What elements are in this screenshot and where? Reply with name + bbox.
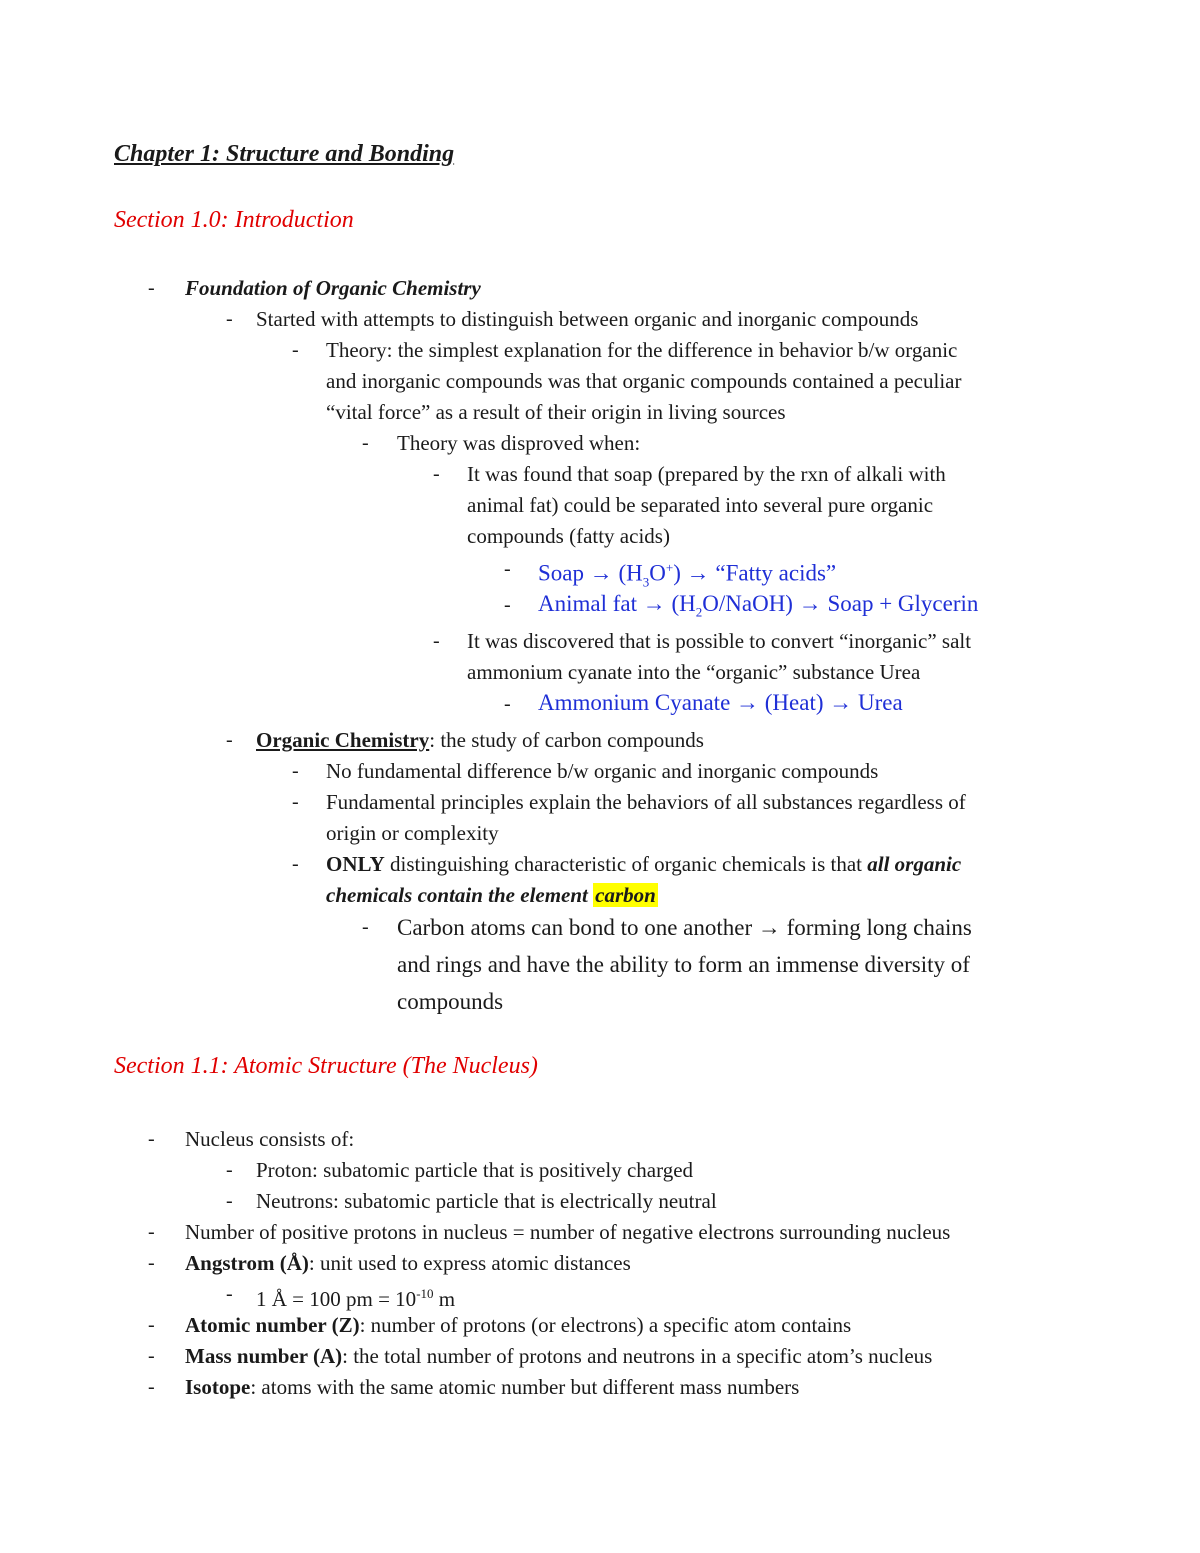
soap-line-3: compounds (fatty acids) [467, 524, 670, 548]
bullet-dash: - [292, 339, 299, 361]
isotope-definition: Isotope: atoms with the same atomic number but different mass numbers [185, 1375, 800, 1399]
bullet-dash: - [226, 1283, 233, 1305]
carbon-line-2: and rings and have the ability to form an immense diversity of [397, 952, 970, 977]
bullet-dash: - [504, 594, 511, 616]
bullet-dash: - [226, 1159, 233, 1181]
principles-line-2: origin or complexity [326, 821, 499, 845]
urea-line-1: It was discovered that is possible to convert “inorganic” salt [467, 629, 972, 653]
nucleus-text: Nucleus consists of: [185, 1127, 355, 1151]
no-difference-text: No fundamental difference b/w organic and inorganic compounds [326, 759, 879, 783]
organic-chemistry-definition: Organic Chemistry: the study of carbon compounds [256, 728, 704, 752]
only-line-1: ONLY distinguishing characteristic of organic chemicals is that all organic [326, 852, 962, 876]
soap-line-1: It was found that soap (prepared by the rxn of alkali with [467, 462, 946, 486]
bullet-dash: - [148, 1128, 155, 1150]
urea-equation: Ammonium Cyanate → (Heat) → Urea [538, 690, 903, 715]
bullet-dash: - [362, 432, 369, 454]
bullet-dash: - [292, 760, 299, 782]
disproved-text: Theory was disproved when: [397, 431, 641, 455]
bullet-dash: - [148, 1314, 155, 1336]
chapter-title: Chapter 1: Structure and Bonding [114, 141, 455, 167]
bullet-dash: - [148, 1345, 155, 1367]
urea-line-2: ammonium cyanate into the “organic” substance Urea [467, 660, 921, 684]
started-text: Started with attempts to distinguish between organic and inorganic compounds [256, 307, 919, 331]
angstrom-conversion: 1 Å = 100 pm = $10^{-10}$ m [256, 1286, 456, 1311]
theory-line-3: “vital force” as a result of their origin in living sources [326, 400, 786, 424]
theory-line-2: and inorganic compounds was that organic compounds contained a peculiar [326, 369, 962, 393]
bullet-dash: - [433, 463, 440, 485]
bullet-dash: - [148, 277, 155, 299]
theory-line-1: Theory: the simplest explanation for the difference in behavior b/w organic [326, 338, 958, 362]
bullet-dash: - [148, 1221, 155, 1243]
bullet-dash: - [226, 308, 233, 330]
carbon-highlight: carbon [595, 883, 656, 907]
bullet-dash: - [148, 1376, 155, 1398]
bullet-dash: - [504, 558, 511, 580]
bullet-dash: - [148, 1252, 155, 1274]
carbon-line-1: Carbon atoms can bond to one another → forming long chains [397, 915, 972, 940]
principles-line-1: Fundamental principles explain the behaviors of all substances regardless of [326, 790, 966, 814]
bullet-dash: - [433, 630, 440, 652]
bullet-dash: - [362, 916, 369, 938]
protons-electrons-text: Number of positive protons in nucleus = number of negative electrons surrounding nucleus [185, 1220, 951, 1244]
bullet-dash: - [226, 729, 233, 751]
foundation-heading: Foundation of Organic Chemistry [185, 276, 481, 300]
bullet-dash: - [292, 853, 299, 875]
bullet-dash: - [504, 693, 511, 715]
atomic-number-definition: Atomic number (Z): number of protons (or electrons) a specific atom contains [185, 1313, 852, 1337]
carbon-line-3: compounds [397, 989, 504, 1014]
animal-fat-equation: Animal fat → $(H_2O/NaOH)$ → Soap + Glycerin [538, 591, 979, 620]
soap-line-2: animal fat) could be separated into several pure organic [467, 493, 934, 517]
angstrom-definition: Angstrom (Å): unit used to express atomic distances [185, 1251, 631, 1275]
bullet-dash: - [292, 791, 299, 813]
section-heading-atomic-structure: Section 1.1: Atomic Structure (The Nucleus) [114, 1053, 538, 1079]
only-line-2: chemicals contain the element carbon [326, 883, 656, 907]
soap-equation: Soap → $(H_3O^+)$ → “Fatty acids” [538, 560, 837, 590]
proton-text: Proton: subatomic particle that is positively charged [256, 1158, 694, 1182]
bullet-dash: - [226, 1190, 233, 1212]
section-heading-introduction: Section 1.0: Introduction [114, 207, 354, 233]
neutron-text: Neutrons: subatomic particle that is electrically neutral [256, 1189, 717, 1213]
mass-number-definition: Mass number (A): the total number of protons and neutrons in a specific atom’s nucleus [185, 1344, 933, 1368]
